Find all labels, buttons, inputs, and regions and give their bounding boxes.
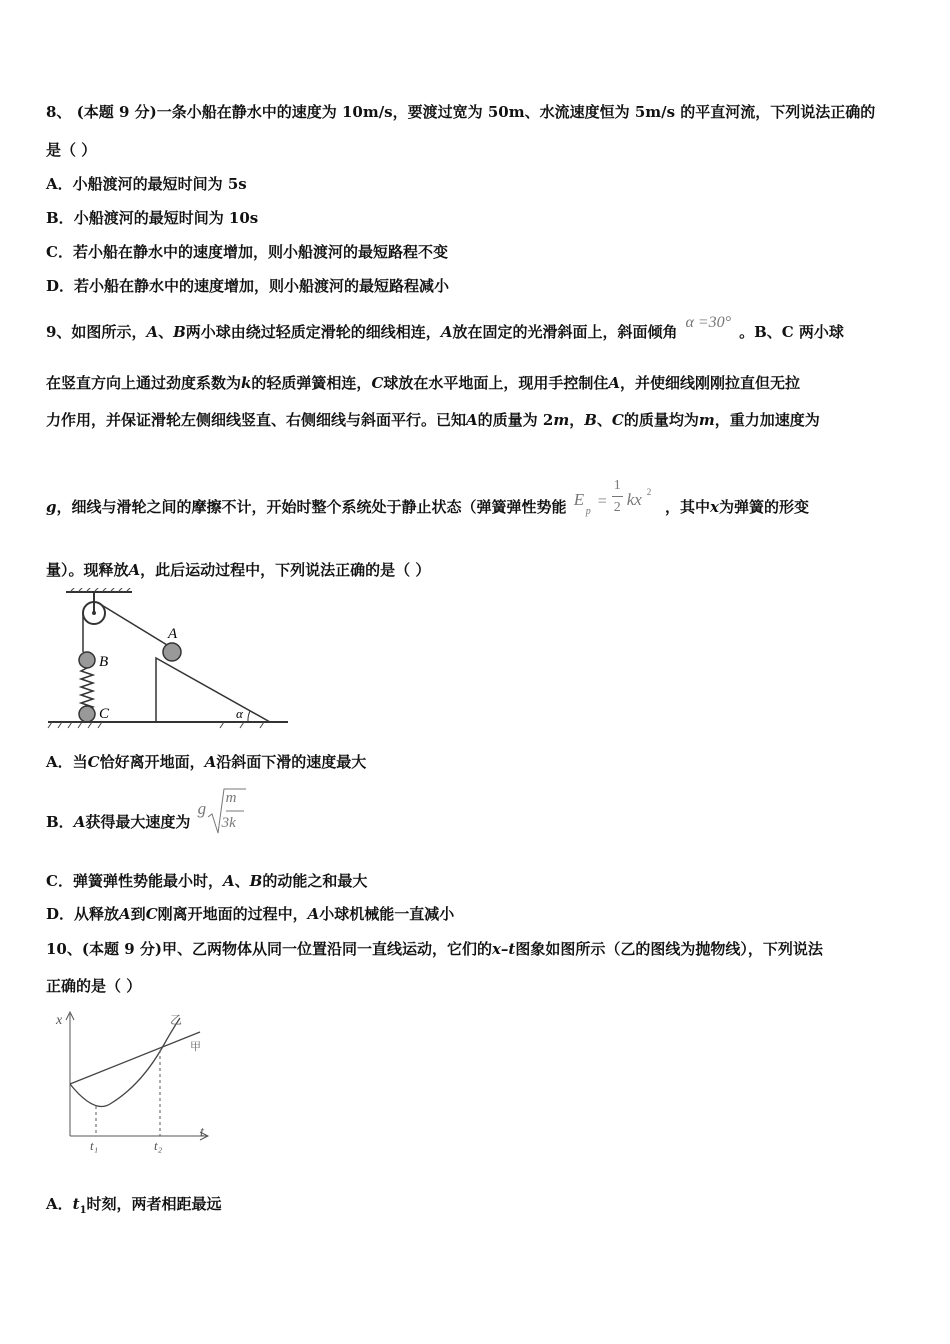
ball-c bbox=[79, 706, 95, 722]
q8-option-c[interactable] bbox=[46, 242, 448, 262]
q9-var: A bbox=[440, 323, 453, 341]
q9-text: ， bbox=[569, 411, 585, 429]
ep-den: 2 bbox=[613, 500, 621, 515]
ep-eq: = bbox=[597, 493, 607, 510]
option-text: 若小船在静水中的速度增加，则小船渡河的最短路程减小 bbox=[74, 277, 450, 295]
q9-text: 的轻质弹簧相连， bbox=[251, 374, 372, 392]
sqrt-g: g bbox=[197, 799, 207, 818]
q8-stem-line2: 是（ ） bbox=[46, 141, 97, 159]
q9-var: C bbox=[145, 905, 158, 923]
option-key: A． bbox=[46, 1195, 73, 1213]
q9-text: 的质量均为 bbox=[623, 411, 699, 429]
q9-text: 的动能之和最大 bbox=[262, 872, 368, 890]
q9-stem-line1 bbox=[46, 314, 844, 343]
q9-text: 小球机械能一直减小 bbox=[319, 905, 455, 923]
q9-text: ，重力加速度为 bbox=[714, 411, 820, 429]
q9-var: A bbox=[608, 374, 621, 392]
q9-text: 放在固定的光滑斜面上，斜面倾角 bbox=[452, 323, 678, 341]
q9-pulley-figure bbox=[44, 588, 296, 730]
option-key: B． bbox=[46, 813, 74, 831]
q9-text: 在竖直方向上通过劲度系数为 bbox=[46, 374, 242, 392]
ep-exp: 2 bbox=[646, 487, 652, 497]
q9-var: x bbox=[710, 498, 719, 516]
q9-var: B bbox=[249, 872, 263, 890]
q10-option-a[interactable] bbox=[46, 1194, 222, 1221]
ball-a bbox=[163, 643, 181, 661]
q9-var: A bbox=[307, 905, 320, 923]
pulley-axle bbox=[92, 611, 96, 615]
q9-var: A bbox=[466, 411, 478, 429]
q8-option-d[interactable] bbox=[46, 276, 449, 296]
q9-var: A bbox=[222, 872, 235, 890]
q8-option-a[interactable] bbox=[46, 174, 247, 194]
q9-text: 、 bbox=[158, 323, 174, 341]
incline bbox=[156, 658, 270, 722]
ep-lhs: E bbox=[573, 490, 585, 509]
t1-label: t₁ bbox=[90, 1138, 99, 1153]
ep-rhs: kx bbox=[626, 490, 642, 509]
q9-text: 。B、C 两小球 bbox=[739, 323, 844, 341]
ep-sub: p bbox=[585, 506, 591, 517]
q9-var: A bbox=[128, 561, 141, 579]
q9-text: 、 bbox=[234, 872, 250, 890]
angle-arc bbox=[248, 711, 250, 722]
q9-stem-line5 bbox=[46, 560, 430, 580]
sqrt-formula bbox=[196, 790, 248, 833]
option-key: C． bbox=[46, 872, 73, 890]
q9-var: B bbox=[173, 323, 186, 341]
ep-num: 1 bbox=[613, 478, 621, 493]
q10-text: 10、(本题 9 分)甲、乙两物体从同一位置沿同一直线运动，它们的 bbox=[46, 940, 492, 958]
q9-text: 弹簧弹性势能最小时， bbox=[72, 872, 223, 890]
jia-label: 甲 bbox=[190, 1041, 201, 1053]
q10-xt-graph bbox=[50, 1008, 220, 1154]
q9-text: 9、如图所示， bbox=[46, 323, 147, 341]
option-key: A． bbox=[46, 753, 73, 771]
yi-label: 乙 bbox=[170, 1013, 183, 1027]
spring bbox=[81, 668, 93, 710]
q9-stem-line4 bbox=[46, 478, 809, 518]
q9-var: A bbox=[146, 323, 159, 341]
x-label: x bbox=[56, 1013, 63, 1028]
q9-text: 的质量为 2 bbox=[477, 411, 554, 429]
q8-stem-line1: 8、 (本题 9 分)一条小船在静水中的速度为 10m/s，要渡过宽为 50m、水流速度恒为 5m/s 的平直河流，下列说法正确的 bbox=[46, 103, 876, 121]
q10-text: 图象如图所示（乙的图线为抛物线），下列说法 bbox=[515, 940, 823, 958]
q9-text: 沿斜面下滑的速度最大 bbox=[216, 753, 367, 771]
sqrt-num: m bbox=[225, 790, 237, 806]
q9-stem-line3 bbox=[46, 410, 820, 430]
q9-option-c[interactable] bbox=[46, 871, 367, 891]
q9-text: 两小球由绕过轻质定滑轮的细线相连， bbox=[185, 323, 441, 341]
q9-var: C bbox=[87, 753, 100, 771]
option-key: C． bbox=[46, 243, 73, 261]
q9-text: 为弹簧的形变 bbox=[718, 498, 809, 516]
q9-text: 获得最大速度为 bbox=[85, 813, 191, 831]
q9-var: A bbox=[204, 753, 217, 771]
q9-var: C bbox=[611, 411, 624, 429]
q9-var: B bbox=[584, 411, 597, 429]
q10-stem-line2: 正确的是（ ） bbox=[46, 977, 142, 995]
q9-text: 、 bbox=[596, 411, 612, 429]
q9-text: ，并使细线刚刚拉直但无拉 bbox=[620, 374, 801, 392]
option-key: D． bbox=[46, 905, 75, 923]
q9-text: 到 bbox=[130, 905, 146, 923]
q9-text: ，其中 bbox=[664, 498, 710, 516]
sqrt-den: 3k bbox=[221, 815, 236, 831]
q9-var: k bbox=[241, 374, 252, 392]
option-key: A． bbox=[46, 175, 73, 193]
q9-option-b[interactable] bbox=[46, 790, 248, 833]
q9-var: g bbox=[46, 498, 57, 516]
option-key: D． bbox=[46, 277, 75, 295]
t-label: t bbox=[200, 1125, 204, 1140]
t2-label: t₂ bbox=[154, 1138, 163, 1153]
q9-var: A bbox=[73, 813, 86, 831]
label-b: B bbox=[99, 654, 109, 670]
option-key: B． bbox=[46, 209, 74, 227]
q9-option-a[interactable] bbox=[46, 752, 366, 772]
option-text: 小船渡河的最短时间为 10s bbox=[73, 209, 259, 227]
q10-stem-line1 bbox=[46, 939, 823, 959]
q9-text: ，细线与滑轮之间的摩擦不计，开始时整个系统处于静止状态（弹簧弹性势能 bbox=[56, 498, 567, 516]
q9-text: 刚离开地面的过程中， bbox=[157, 905, 308, 923]
q9-text: 恰好离开地面， bbox=[99, 753, 205, 771]
q9-var: m bbox=[698, 411, 715, 429]
q9-text: 当 bbox=[72, 753, 88, 771]
q10-text: 时刻，两者相距最远 bbox=[86, 1195, 222, 1213]
q9-stem-line2 bbox=[46, 373, 800, 393]
q9-text: ，此后运动过程中，下列说法正确的是（ ） bbox=[140, 561, 431, 579]
right-string bbox=[100, 604, 172, 648]
ep-fraction-bar bbox=[612, 496, 623, 497]
q9-var: A bbox=[119, 905, 131, 923]
option-text: 若小船在静水中的速度增加，则小船渡河的最短路程不变 bbox=[72, 243, 448, 261]
angle-formula: α =30° bbox=[685, 314, 732, 331]
q9-var: C bbox=[371, 374, 384, 392]
q10-var: t bbox=[72, 1195, 80, 1213]
q9-option-d[interactable] bbox=[46, 904, 454, 924]
q9-text: 从释放 bbox=[74, 905, 120, 923]
q10-sub: 1 bbox=[79, 1205, 87, 1216]
q9-text: 量）。现释放 bbox=[46, 561, 129, 579]
label-angle: α bbox=[236, 706, 243, 721]
ep-formula bbox=[572, 478, 660, 518]
q9-var: m bbox=[553, 411, 570, 429]
label-a: A bbox=[168, 626, 178, 642]
q9-text: 力作用，并保证滑轮左侧细线竖直、右侧细线与斜面平行。已知 bbox=[46, 411, 467, 429]
line-jia bbox=[70, 1032, 200, 1084]
ball-b bbox=[79, 652, 95, 668]
q9-text: 球放在水平地面上，现用手控制住 bbox=[383, 374, 609, 392]
q10-var: x–t bbox=[491, 940, 516, 958]
option-text: 小船渡河的最短时间为 5s bbox=[72, 175, 247, 193]
label-c: C bbox=[99, 706, 110, 722]
q8-option-b[interactable] bbox=[46, 208, 258, 228]
